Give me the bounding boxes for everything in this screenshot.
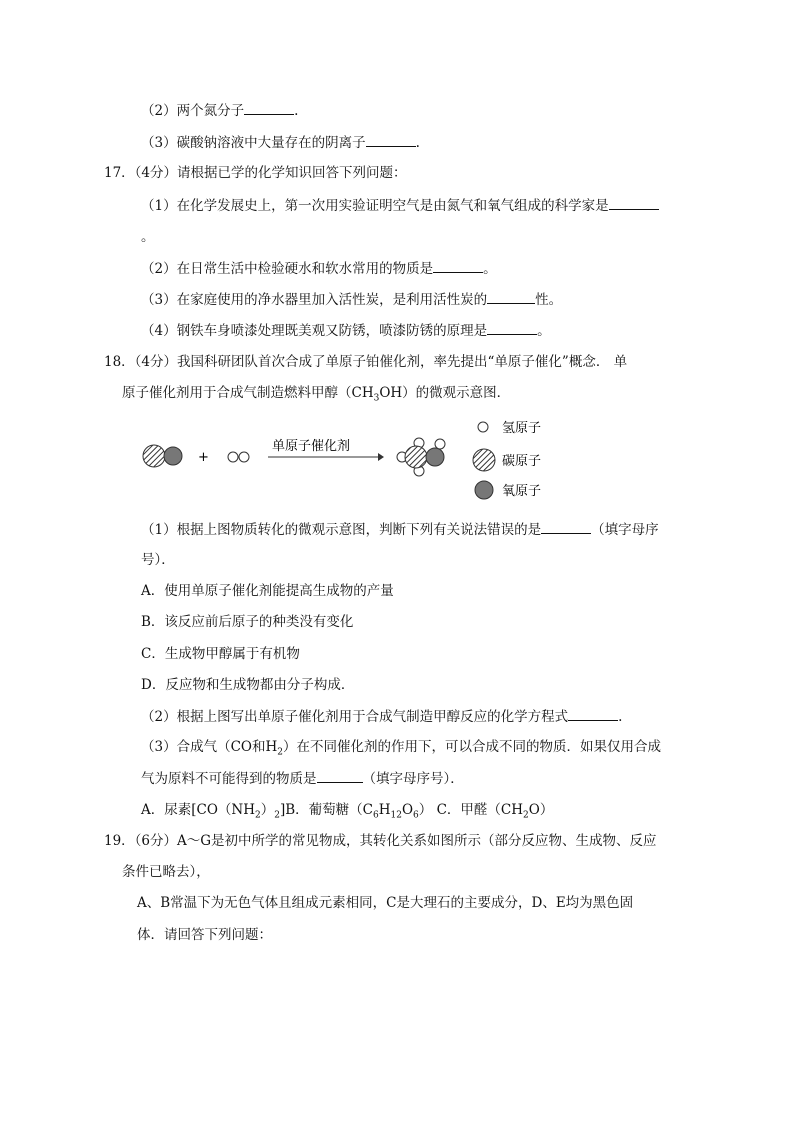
q17-item2: （2）在日常生活中检验硬水和软水常用的物质是 。 [141,258,497,279]
q16-item2: （2）两个氮分子 . [141,100,298,121]
legend [473,421,541,499]
q18-sub1: （1）根据上图物质转化的微观示意图，判断下列有关说法错误的是 （填字母序 [141,519,659,540]
q19-line2: 条件已略去）， [122,864,210,880]
legend-oxygen: 氧原子 [502,484,542,499]
q18-sub3-line2: 气为原料不可能得到的物质是 （填字母序号）． [141,768,464,789]
answer-blank[interactable] [433,258,483,273]
hydrogen-atom [228,452,238,462]
q18-sub3: （3）合成气（CO和$H_2$）在不同催化剂的作用下，可以合成不同的物质．如果仅用合成 [141,739,661,758]
q16-item2-text: （2）两个氮分子 [141,103,245,119]
legend-hydrogen: 氢原子 [502,421,542,436]
plus-sign: + [198,450,209,465]
carbon-atom [405,446,427,468]
answer-blank[interactable] [317,768,363,783]
answer-blank[interactable] [487,289,535,304]
arrow-head-icon [378,453,384,461]
q19-line4: 体．请回答下列问题： [137,927,272,943]
q16-item3: （3）碳酸钠溶液中大量存在的阴离子 . [141,132,420,153]
answer-blank[interactable] [366,132,416,147]
oxygen-atom [426,448,444,466]
co-molecule [143,445,182,467]
arrow-label: 单原子催化剂 [272,439,351,454]
q18-option-a: A．使用单原子催化剂能提高生成物的产量 [141,583,394,599]
methanol-molecule [397,438,445,476]
q18-option-b: B．该反应前后原子的种类没有变化 [141,614,354,630]
oxygen-legend-icon [475,481,493,499]
h2-molecule [228,452,249,462]
legend-carbon: 碳原子 [502,454,542,469]
q18-sub2: （2）根据上图写出单原子催化剂用于合成气制造甲醇反应的化学方程式 . [141,706,622,727]
q18-line2: 原子催化剂用于合成气制造燃料甲醇$(CH_3OH)$的微观示意图． [122,385,511,404]
answer-blank[interactable] [244,100,294,115]
carbon-atom [143,445,165,467]
q19-line3: A、B常温下为无色气体且组成元素相同，C是大理石的主要成分，D、E均为黑色固 [137,895,634,911]
q18-sub1-end: 号）． [141,552,175,568]
reaction-diagram [140,412,560,504]
q18-option-c: C．生成物甲醇属于有机物 [141,646,300,662]
hydrogen-atom [435,439,445,449]
hydrogen-atom [239,452,249,462]
q17-header: 17．（4分）请根据已学的化学知识回答下列问题： [104,165,407,181]
q17-item4: （4）钢铁车身喷漆处理既美观又防锈，喷漆防锈的原理是 。 [141,320,551,341]
q16-item3-text: （3）碳酸钠溶液中大量存在的阴离子 [141,135,366,151]
q18-header: 18．（4分）我国科研团队首次合成了单原子铂催化剂，率先提出“单原子催化”概念． 单 [104,354,628,370]
q17-item1-end: 。 [141,229,155,245]
answer-blank[interactable] [541,519,591,534]
hydrogen-legend-icon [478,422,488,432]
q19-header: 19．（6分）A～G是初中所学的常见物成，其转化关系如图所示（部分反应物、生成物、反应 [104,833,657,849]
answer-blank[interactable] [487,320,537,335]
q17-item3: （3）在家庭使用的净水器里加入活性炭，是利用活性炭的 性。 [141,289,562,310]
answer-blank[interactable] [568,706,618,721]
answer-blank[interactable] [609,195,659,210]
q17-item1: （1）在化学发展史上，第一次用实验证明空气是由氮气和氧气组成的科学家是 [141,195,659,216]
q18-option-d: D．反应物和生成物都由分子构成． [141,677,355,693]
carbon-legend-icon [473,449,495,471]
q18-sub3-options: A．尿素$[CO(NH_2)_2]B$．葡萄糖$(C_6H_{12}O_6)$ C．甲醛$(CH_2O)$ [141,802,554,821]
oxygen-atom [164,447,182,465]
